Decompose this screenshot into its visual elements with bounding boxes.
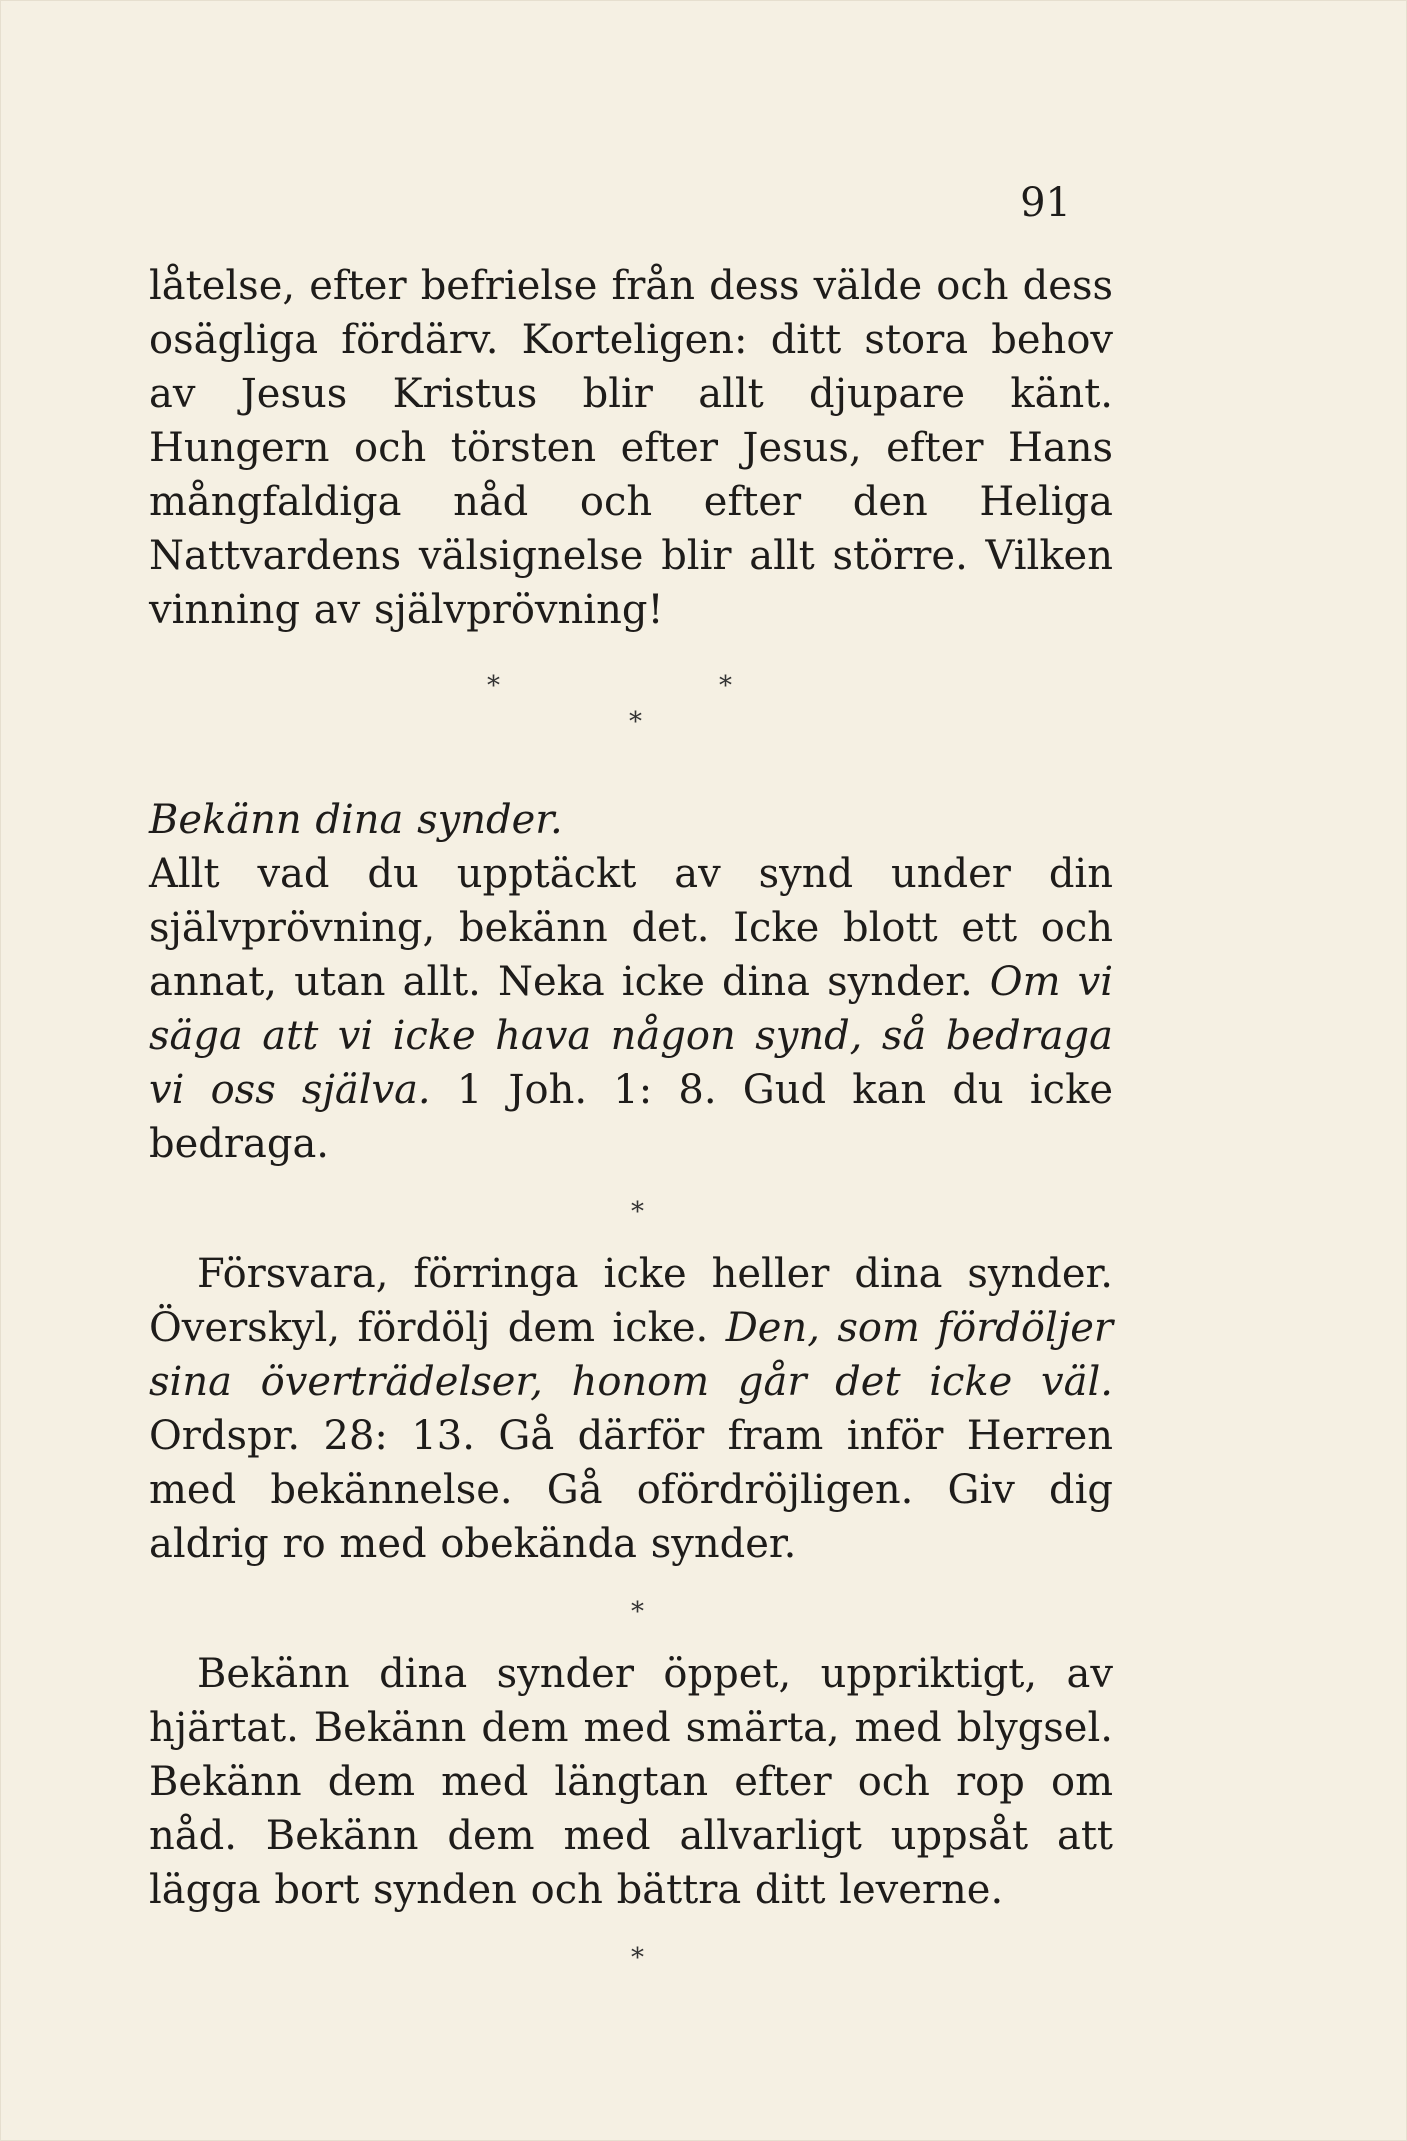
paragraph-confess-all	[149, 847, 1113, 1171]
paragraph-text: Ordspr. 28: 13. Gå därför fram inför Herren med bekännelse. Gå ofördröjligen. Giv dig aldrig ro med obekända synder.	[149, 1413, 1113, 1567]
asterisk: *	[631, 1197, 644, 1227]
scripture-quote: Den, som fördöljer sina överträdelser, honom går det icke väl.	[149, 1305, 1113, 1405]
asterisk-separator	[149, 1171, 1113, 1247]
page-content	[149, 259, 1113, 1993]
paragraph-text: 1 Joh. 1: 8. Gud kan du icke bedraga.	[149, 1067, 1113, 1167]
asterisk: *	[631, 1597, 644, 1627]
section-heading: Bekänn dina synder.	[149, 797, 563, 843]
paragraph-confess-openly: Bekänn dina synder öppet, uppriktigt, av hjärtat. Bekänn dem med smärta, med blygsel. Bekänn dem med längtan efter och rop om nåd. Bekänn dem med allvarligt uppsåt att lägga bort synden och bättra ditt leverne.	[149, 1651, 1113, 1913]
paragraph-continuation: låtelse, efter befrielse från dess välde och dess osägliga fördärv. Korteligen: ditt stora behov av Jesus Kristus blir allt djupare känt. Hungern och törsten efter Jesus, efter Hans mångfaldiga nåd och efter den Heliga Nattvardens välsignelse blir allt större. Vilken vinning av självprövning!	[149, 263, 1113, 633]
asterisk-right: *	[719, 671, 732, 701]
asterisk-left: *	[487, 671, 500, 701]
section-separator-asterisks	[149, 637, 1113, 757]
asterisk: *	[631, 1943, 644, 1973]
paragraph-do-not-defend	[149, 1247, 1113, 1571]
paragraph-text: Försvara, förringa icke heller dina synder. Överskyl, fördölj dem icke.	[149, 1251, 1113, 1351]
page-number: 91	[1020, 180, 1071, 226]
scripture-quote: Om vi säga att vi icke hava någon synd, så bedraga vi oss själva.	[149, 959, 1114, 1113]
asterisk-separator	[149, 1571, 1113, 1647]
paragraph-text: Allt vad du upptäckt av synd under din självprövning, bekänn det. Icke blott ett och annat, utan allt. Neka icke dina synder.	[149, 851, 1113, 1005]
asterisk-separator	[149, 1917, 1113, 1993]
asterisk-bottom: *	[629, 707, 642, 737]
